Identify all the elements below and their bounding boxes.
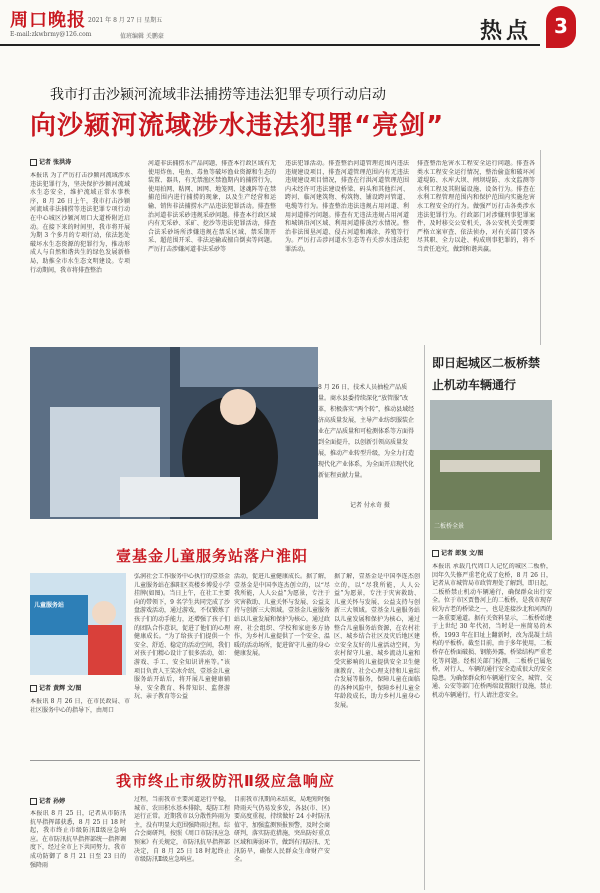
kids-col-2: 弘润社会工作服务中心执行的壹基金儿童服务站在淮阳区英楼乡博爱小学挂牌(如图)。当日上午，在社工主要向的带领下，9 名学生共同完成了沙盘游戏活动，通过游戏，不仅锻炼了孩子们的动手能力，还增强了孩子们的团队合作意识，促进了他们的心理健康成长。“为了给孩子们提供一个安全、舒适、稳定的活动空间，我们对孩子们精心设计了很多活动，如：游戏、手工、安全知识讲座等。”该项目负责人王笑冰介绍，壹基金儿童服务站开站后，将开展儿童健康辅导、安全教育、科普知识、监督游玩、亲子教育等公益 [134,573,230,701]
bridge-photo-label: 二板桥全景 [434,523,465,530]
bridge-photo-art [430,400,552,540]
contact-email: E-mail:zkwbrmy@126.com [10,31,92,38]
kids-headline: 壹基金儿童服务站落户淮阳 [116,547,309,565]
header-rule [0,44,540,46]
flood-col-2: 过程，当前我市主要河道运行平稳，城市、农田积水基本排除，堤防工程运行正常。近期我市以分散性阵雨为主，没有明显大范围强降雨过程。综合会商研判，按照《周口市防汛应急预案》有关规定，市防汛抗旱指挥部决定，自 8 月 25 日 18 时起终止市级防汛Ⅱ级应急响应。 [134,796,230,864]
kids-col-4: 据了解，壹基金是中国李连杰创立的，以“尽我所能，人人公益”为愿景，专注于灾害救助、儿童关怀与发展、公益支持与创新三大领域。壹基金儿童服务站以儿童发展和保护为核心，通过整合儿童服务站资源，在农村社区、城乡结合社区及灾后地区建立安全友好的儿童活动空间，为农村留守儿童、城乡流动儿童和受灾影响的儿童提供安全卫生健康教育、社会心理支持和儿童综合发展等服务，保障儿童在面临的各种风险中，保障乡村儿童全年龄段成长，助力乡村儿童身心发展。 [334,573,420,709]
kids-photo-sign: 儿童服务站 [34,602,65,609]
kids-col-3: 活动，促进儿童健康成长。据了解，壹基金是中国李连杰创立的，以“尽我所能，人人公益”为愿景，专注于灾害救助、儿童关怀与发展、公益支持与创新三大领域。壹基金儿童服务站以儿童发展和保护为核心，通过政府、社会组织、学校和家庭多方协作，为乡村儿童提供了一个安全、温暖的活动场所，促进留守儿童的身心健康发展。 [234,573,330,658]
byline-box-icon [30,159,37,166]
flood-col-1: 本报讯 8 月 25 日，记者从市防汛抗旱指挥部获悉，8 月 25 日 18 时起，我市终止市级防汛Ⅱ级应急响应。在市防汛抗旱指挥部统一指挥调度下，经过全市上下共同努力，我市成功防御了 8 月 21 日至 23 日的强降雨 [30,810,126,869]
factory-photo [30,347,318,519]
bridge-body: 本报讯 承载几代周口人记忆的城区二板桥，因年久失修严重老化成了危桥，8 月 26 日，记者从市城管局市政管理处了解到，即日起，二板桥禁止机动车辆通行，确保群众出行安全。位于市区贾鲁河上的二板桥，是我市现存较为古老的桥梁之一，也是连接沙北和河西的一条重要通道。据有关资料显示，二板桥始建于上世纪 30 年代初，当时是一座简易的木桥，1993 年在旧址上翻新时，改为混凝土结构的平板桥。截至目前，由于多年使用，二板桥存在桥面破损、钢筋外露，桥梁结构严重老化等问题。经相关部门检测，二板桥已属危桥，对行人、车辆的通行安全造成很大的安全隐患。为确保群众和车辆通行安全，城管、交通、公安等部门在桥两端设置限行设施，禁止机动车辆通行，行人请注意安全。 [432,563,552,699]
lead-byline: 记者 张洪涛 [30,157,71,166]
bridge-byline: 记者 郎复 文/图 [432,548,483,557]
page-number-badge: 3 [546,6,576,48]
kids-col-1: 本报讯 8 月 26 日，在市民政局、市社区服务中心的指导下，由周口 [30,698,130,714]
byline-box-icon [432,550,439,557]
column-divider [540,150,541,345]
factory-photo-art [30,347,318,519]
photo-caption: 8 月 26 日，技术人员抽检产品质量。商水县委持续深化“放管服”改革，积极落实“两个转”，推动县域经济高质量发展，主导产业纺织服装企业在产品质量和可检测体系等方面得到全面提升，以创新引领高质量发展，推动产业转型升级，为全力打造现代化产业体系，为全面开启现代化新征程贡献力量。 [318,384,415,479]
flood-headline: 我市终止市级防汛Ⅱ级应急响应 [116,772,335,790]
issue-date: 2021 年 8 月 27 日 星期五 [88,17,163,24]
bridge-photo [430,400,552,540]
photo-credit: 记者 付永奇 摄 [350,502,390,509]
flood-col-3: 目前我市汛期尚未结束，局地短时强降雨天气仍易发多发，各县(市、区)要高度重视，持续做好 24 小时防汛值守，加强监测预报预警，及时会商研判，落实防范措施，突出防好重点区域和薄弱环节，做到有汛防汛、无汛防旱，确保人民群众生命财产安全。 [234,796,330,864]
lead-col-3: 违法犯罪活动。排查整治河道管理范围内违法违规建设项目，排查河道管理范围内有无违法违规建设项目情况，排查在行洪河道管理范围内未经许可违法建设桥梁、码头和其他拦河、跨河、临河建筑物、构筑物、铺设跨河管道、电缆等行为。排查整治违法违规占用河道、利用河道排污问题。排查有无违法违规占用河道和城镇沿河区域、利用河道排放污水情况。整治非法围垦河道、侵占河道和滩涂、养殖等行为。严厉打击涉河道水生态等有关涉水违法犯罪活动。 [285,160,409,253]
masthead-logo: 周口晚报 [10,10,86,31]
lead-kicker: 我市打击沙颍河流域非法捕捞等违法犯罪专项行动启动 [50,87,386,103]
lead-col-1: 本报讯 为了严厉打击沙颍河流域涉水违法犯罪行为，坚决保护沙颍河流域水生态安全，维护流域正常水事秩序，8 月 26 日上午，我市打击沙颍河流域非法捕捞等违法犯罪专项行动在中心城区沙颍河周口大道桥附近启动。在接下来的时间里，我市将开展为期 3 个多月的专项行动，依法惩处破坏水生态资源的犯罪行为，推动形成人与自然和谐共生的绿色发展新格局，助推全市水生态文明建设。专项行动期间，我市将排查整治 [30,172,130,274]
byline-box-icon [30,798,37,805]
duty-editors: 值班编辑 关鹏豪 [120,33,164,40]
kids-photo-art [30,573,126,675]
flood-byline: 记者 孙婷 [30,796,65,805]
story-divider [30,760,420,761]
section-title: 热点 [480,18,533,44]
bridge-headline: 即日起城区二板桥禁止机动车辆通行 [432,356,541,392]
byline-box-icon [30,685,37,692]
lead-col-4: 排查整治危害水工程安全运行问题。排查各类水工程安全运行情况，整治偷盗和破坏河道堤防、水库大坝、闸坝堤防、水文监测等水利工程及其附属设施、设备行为。排查在水利工程管理范围内和保护范围内实施危害水工程安全的行为。做强严厉打击各类涉水违法犯罪行为。行政部门对涉嫌刑事犯罪案件，及时移交公安机关，各公安机关受理要严格立案审查、依法侦办，对有关部门要各尽其职、全力以赴、构成刑事犯罪的，将不当责任追究，做到和谐共赢。 [417,160,535,253]
lead-col-2: 河道非法捕捞水产品问题，排查本行政区域有无使用炸鱼、电鱼、毒鱼等破坏渔业资源和生态的装置、器具，有无禁渔区禁渔期内的捕捞行为，使用拍网、粘网、困网、地笼网、迷魂阵等在禁捕范围内进行捕捞的现象，以及生产经营和运输、销售非法捕捞水产品违法犯罪活动。排查整治河道非法采砂违规采砂问题。排查本行政区域内有无采砂、采矿、挖沙等违法犯罪活动，排查合法采砂场所涉嫌违规在禁采区域、禁采期开采、超范围开采、非法运输或擅自倒卖等问题。严厉打击涉嫌河道非法采砂等 [148,160,276,253]
side-divider [424,345,425,890]
kids-byline: 记者 黄辉 文/图 [30,683,81,692]
kids-photo [30,573,126,675]
lead-headline: 向沙颍河流域涉水违法犯罪“亮剑” [30,111,445,141]
